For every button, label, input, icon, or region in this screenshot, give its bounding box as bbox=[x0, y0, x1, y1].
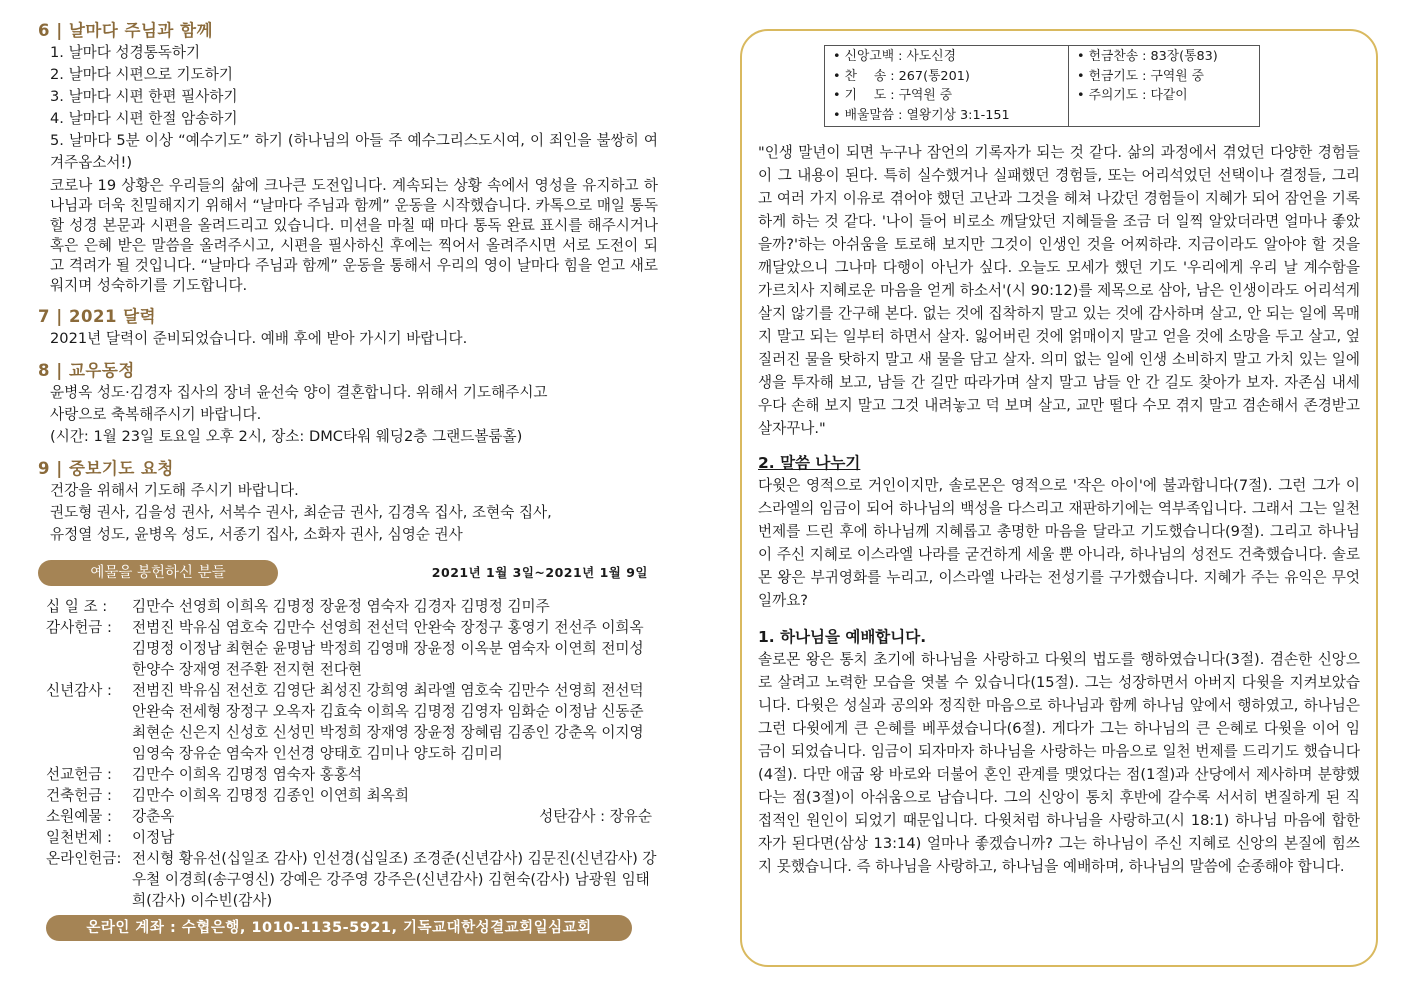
daily-list bbox=[38, 42, 658, 174]
offering-list bbox=[38, 596, 658, 911]
offering-names: 김만수 선영희 이희옥 김명정 장윤정 염숙자 김경자 김명정 김미주 bbox=[132, 598, 550, 615]
offering-row bbox=[38, 764, 658, 785]
worship-order-item: • 신앙고백 : 사도신경 bbox=[833, 49, 956, 64]
section-member-news bbox=[38, 360, 658, 448]
sharing-text: 다윗은 영적으로 거인이지만, 솔로몬은 영적으로 '작은 아이'에 불과합니다(7절). 그런 그가 이스라엘의 임금이 되어 하나님의 백성을 다스리고 재판하기에는 역부족입니다. 그래서 그는 일천 번제를 드린 후에 하나님께 지혜롭고 총명한 마음을 달라고 기도했습니다(9절). 그리고 하나님이 주신 지혜로 이스라엘 나라를 굳건하게 세울 뿐 아니라, 하나님의 성전도 건축했습니다. 솔로몬 왕은 부귀영화를 누리고, 이스라엘 나라는 전성기를 구가했습니다. 지혜가 주는 유익은 무엇일까요? bbox=[758, 477, 1360, 609]
offering-label: 건축헌금 : bbox=[46, 787, 112, 804]
offering-label: 감사헌금 : bbox=[46, 619, 112, 636]
offering-label: 십 일 조 : bbox=[46, 598, 108, 615]
worship-order-left bbox=[825, 46, 1069, 126]
worship-order-item: • 기 도 : 구역원 중 bbox=[833, 88, 953, 103]
offering-names: 김만수 이희옥 김명정 염숙자 홍홍석 bbox=[132, 766, 363, 783]
section-heading: 7 | 2021 달력 bbox=[38, 307, 157, 326]
offering-names: 전시형 황유선(십일조 감사) 인선경(십일조) 조경준(신년감사) 김문진(신년감사) 강우철 이경희(송구영신) 강예은 강주영 강주은(신년감사) 김현숙(감사) 남광원 임태희(감사) 이수빈(감사) bbox=[132, 850, 657, 909]
worship-order-item: • 헌금기도 : 구역원 중 bbox=[1077, 68, 1205, 84]
section-text: 2021년 달력이 준비되었습니다. 예배 후에 받아 가시기 바랍니다. bbox=[50, 330, 468, 347]
offering-title: 예물을 봉헌하신 분들 bbox=[38, 560, 278, 586]
offering-label: 온라인헌금: bbox=[46, 850, 122, 867]
offering-names: 전범진 박유심 염호숙 김만수 선영희 전선덕 안완숙 장정구 홍영기 전선주 이희옥 김명정 이정남 최현순 윤명남 박정희 김영매 장윤정 이옥분 염숙자 이연희 전미성 한양수 장재영 전주환 전지현 전다현 bbox=[132, 619, 644, 678]
offering-row bbox=[38, 806, 658, 827]
right-page bbox=[740, 29, 1378, 967]
offering-row bbox=[38, 848, 658, 911]
worship-text: 솔로몬 왕은 통치 초기에 하나님을 사랑하고 다윗의 법도를 행하였습니다(3절). 겸손한 신앙으로 살려고 노력한 모습을 엿볼 수 있습니다(15절). 그는 성장하면서 아버지 다윗을 지켜보았습니다. 다윗은 성실과 공의와 정직한 마음으로 하나님과 함께 하나님 앞에서 행하였고, 하나님은 그런 다윗에게 큰 은혜를 베푸셨습니다(6절). 게다가 그는 하나님의 큰 은혜로 다윗을 이어 임금이 되었습니다. 임금이 되자마자 하나님을 사랑하는 마음으로 일천 번제를 드리기도 했습니다(4절). 다만 애굽 왕 바로와 더불어 혼인 관계를 맺었다는 점(1절)과 산당에서 제사하며 분향했다는 점(3절)이 아쉬움으로 남습니다. 그의 신앙이 통치 후반에 갈수록 서서히 변질하게 된 직접적인 원인이 되었기 때문입니다. 다윗처럼 하나님을 사랑하고(시 18:1) 하나님 마음에 합한 자가 된다면(삼상 13:14) 얼마나 좋겠습니까? 그는 하나님이 주신 지혜로 신앙의 본질에 힘쓰지 못했습니다. 즉 하나님을 사랑하고, 하나님을 예배하며, 하나님의 말씀에 순종해야 합니다. bbox=[758, 651, 1360, 875]
offering-row bbox=[38, 596, 658, 617]
section-text: 윤병옥 성도·김경자 집사의 장녀 윤선숙 양이 결혼합니다. 위해서 기도해주시고 bbox=[50, 384, 548, 401]
offering-row bbox=[38, 617, 658, 680]
section-prayer-request bbox=[38, 458, 658, 546]
christmas-thanks: 성탄감사 : 장유순 bbox=[539, 808, 652, 825]
opening-quote: "인생 말년이 되면 누구나 잠언의 기록자가 되는 것 같다. 삶의 과정에서 겪었던 다양한 경험들이 그 내용이 된다. 특히 실수했거나 실패했던 경험들, 또는 어리석었던 선택이나 결정들, 그리고 여러 가지 이유로 겪어야 했던 고난과 그것을 헤쳐 나갔던 경험들이 지혜가 되어 잠언을 기록하게 하는 것 같다. '나이 들어 비로소 깨달았던 지혜들을 조금 더 일찍 알았더라면 얼마나 좋았을까?'하는 아쉬움을 토로해 보지만 그것이 인생인 것을 어찌하랴. 지금이라도 알아야 할 것을 깨달았으니 그나마 다행이 아닌가 싶다. 오늘도 모세가 했던 기도 '우리에게 우리 날 계수함을 가르치사 지혜로운 마음을 얻게 하소서'(시 90:12)를 제목으로 삼아, 남은 인생이라도 어리석게 살지 않기를 간구해 본다. 없는 것에 집착하지 말고 있는 것에 감사하며 살고, 안 되는 일에 목매지 말고 되는 일부터 하면서 살자. 잃어버린 것에 얽매이지 말고 얻을 것에 소망을 두고 살고, 엎질러진 물을 탓하지 말고 새 물을 담고 살자. 의미 없는 일에 인생 소비하지 말고 가치 있는 일에 생을 투자해 보고, 남들 간 길만 따라가며 살지 말고 남들 안 간 길도 찾아가 보자. 자존심 내세우다 손해 보지 말고 그것 내려놓고 덕 보며 살고, 교만 떨다 수모 겪지 말고 겸손해서 존경받고 살자꾸나." bbox=[758, 144, 1360, 437]
list-item: 2. 날마다 시편으로 기도하기 bbox=[50, 66, 233, 83]
list-item: 3. 날마다 시편 한편 필사하기 bbox=[50, 88, 238, 105]
offering-label: 선교헌금 : bbox=[46, 766, 112, 783]
offering-names: 김만수 이희옥 김명정 김종인 이연희 최옥희 bbox=[132, 787, 409, 804]
online-account-banner: 온라인 계좌 : 수협은행, 1010-1135-5921, 기독교대한성결교회일심교회 bbox=[46, 915, 632, 941]
worship-order-table bbox=[824, 45, 1260, 127]
section-text: 권도형 권사, 김을성 권사, 서복수 권사, 최순금 권사, 김경옥 집사, 조현숙 집사, bbox=[50, 504, 552, 521]
offering-names: 강춘옥 bbox=[132, 808, 175, 825]
section-paragraph: 코로나 19 상황은 우리들의 삶에 크나큰 도전입니다. 계속되는 상황 속에서 영성을 유지하고 하나님과 더욱 친밀해지기 위해서 “날마다 주님과 함께” 운동을 시작했습니다. 카톡으로 매일 통독할 성경 본문과 시편을 올려드리고 있습니다. 미션을 마칠 때 마다 통독 완료 표시를 해주시거나 혹은 은혜 받은 말씀을 올려주시고, 시편을 필사하신 후에는 찍어서 올려주시면 서로 도전이 되고 격려가 될 것입니다. “날마다 주님과 함께” 운동을 통해서 우리의 영이 날마다 힘을 얻고 새로워지며 성숙하기를 기도합니다. bbox=[50, 177, 658, 294]
offering-names: 전범진 박유심 전선호 김영단 최성진 강희영 최라엘 염호숙 김만수 선영희 전선덕 안완숙 전세형 장정구 오옥자 김효숙 이희옥 김명정 김영자 임화순 이정남 신동준 최현순 신은지 신성호 신성민 박정희 장재영 장윤정 장혜림 김종인 강춘옥 이지영 임영숙 장유순 염숙자 인선경 양태호 김미나 양도하 김미리 bbox=[132, 682, 644, 762]
worship-order-item: • 배울말씀 : 열왕기상 3:1-151 bbox=[833, 107, 1010, 123]
section-text: 건강을 위해서 기도해 주시기 바랍니다. bbox=[50, 482, 299, 499]
section-calendar bbox=[38, 306, 658, 350]
worship-order-item: • 주의기도 : 다같이 bbox=[1077, 88, 1188, 103]
offering-label: 일천번제 : bbox=[46, 829, 112, 846]
offering-row bbox=[38, 827, 658, 848]
sharing-heading: 2. 말씀 나누기 bbox=[758, 454, 861, 472]
section-heading: 6 | 날마다 주님과 함께 bbox=[38, 21, 213, 40]
list-item: 1. 날마다 성경통독하기 bbox=[50, 44, 201, 61]
left-page bbox=[38, 20, 658, 980]
section-text: (시간: 1월 23일 토요일 오후 2시, 장소: DMC타워 웨딩2층 그랜드볼룸홀) bbox=[50, 428, 523, 445]
offering-names: 이정남 bbox=[132, 829, 175, 846]
offering-date-range: 2021년 1월 3일~2021년 1월 9일 bbox=[431, 565, 648, 580]
section-daily-with-lord bbox=[38, 20, 658, 296]
section-heading: 8 | 교우동정 bbox=[38, 361, 135, 380]
worship-order-item: • 헌금찬송 : 83장(통83) bbox=[1077, 49, 1218, 64]
offering-row bbox=[38, 680, 658, 764]
worship-order-item: • 찬 송 : 267(통201) bbox=[833, 68, 970, 84]
offering-label: 신년감사 : bbox=[46, 682, 112, 699]
list-item: 4. 날마다 시편 한절 암송하기 bbox=[50, 110, 238, 127]
worship-order-right bbox=[1069, 46, 1259, 126]
offering-row bbox=[38, 785, 658, 806]
section-text: 유정열 성도, 윤병옥 성도, 서종기 집사, 소화자 권사, 심영순 권사 bbox=[50, 526, 463, 543]
section-text: 사랑으로 축복해주시기 바랍니다. bbox=[50, 406, 262, 423]
worship-heading: 1. 하나님을 예배합니다. bbox=[758, 628, 927, 646]
list-item: 5. 날마다 5분 이상 “예수기도” 하기 (하나님의 아들 주 예수그리스도시여, 이 죄인을 불쌍히 여겨주옵소서!) bbox=[50, 132, 658, 171]
offering-label: 소원예물 : bbox=[46, 808, 112, 825]
section-heading: 9 | 중보기도 요청 bbox=[38, 459, 174, 478]
offering-header bbox=[38, 560, 658, 586]
